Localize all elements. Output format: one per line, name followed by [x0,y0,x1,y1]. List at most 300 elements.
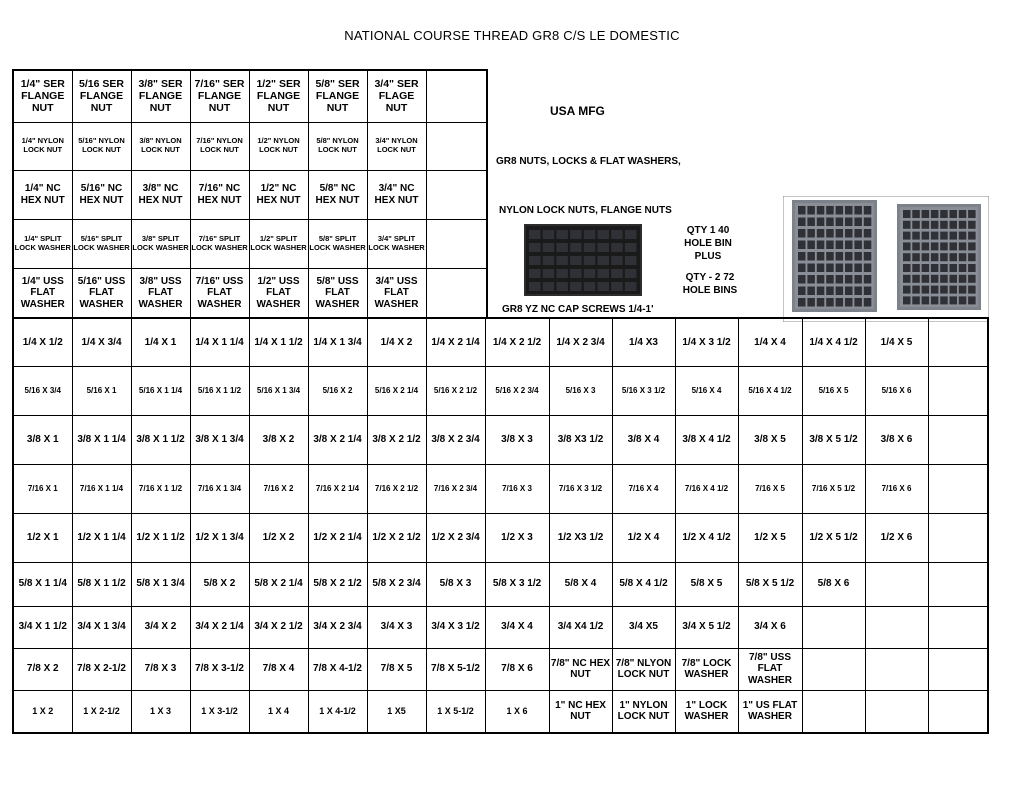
bin-cubby [817,229,825,238]
bin-cubby [864,287,872,296]
bolt-cell: 7/8 X 5-1/2 [426,648,485,690]
nut-cell: 1/4" SER FLANGE NUT [13,70,72,122]
bin-cubby [611,230,623,239]
bolt-cell [928,562,988,606]
bin-cubby [959,242,967,250]
bolt-cell: 5/8 X 6 [802,562,865,606]
nut-cell: 3/8" USS FLAT WASHER [131,268,190,318]
bin-cubby [836,264,844,273]
nut-cell: 5/16" SPLIT LOCK WASHER [72,219,131,268]
bin-cubby [931,232,939,240]
nut-cell: 3/4" NYLON LOCK NUT [367,122,426,170]
bolt-cell: 1/4 X 1 1/4 [190,318,249,366]
bin-cubby [903,232,911,240]
bin-cubby [968,264,976,272]
bin-cubby [854,287,862,296]
bolt-cell: 1/2 X 2 [249,513,308,562]
bolt-cell: 1/2 X 4 1/2 [675,513,738,562]
bolt-cell: 3/8 X 1 [13,415,72,464]
bolt-cell: 5/16 X 1 1/4 [131,366,190,415]
bolt-cell [928,366,988,415]
bolt-cell: 3/4 X4 1/2 [549,606,612,648]
bolt-cell: 1/4 X3 [612,318,675,366]
bin-cubby [807,252,815,261]
bin-cubby [817,298,825,307]
bolt-cell: 1 X5 [367,690,426,733]
bolt-cell: 7/16 X 1 1/2 [131,464,190,513]
bolt-cell [865,690,928,733]
bin-cubby [845,206,853,215]
bin-cubby [864,252,872,261]
bin-cubby [959,232,967,240]
bin-cubby [570,256,582,265]
bin-cubby [556,230,568,239]
bolt-cell: 1 X 6 [485,690,549,733]
bolt-cell: 3/4 X5 [612,606,675,648]
bolt-cell: 3/8 X 4 [612,415,675,464]
bin-cubby [864,275,872,284]
bolt-cell: 5/8 X 2 1/4 [249,562,308,606]
bin-cubby [570,269,582,278]
bolt-cell: 1 X 2-1/2 [72,690,131,733]
nut-cell: 1/4" USS FLAT WASHER [13,268,72,318]
bin-cubby [584,282,596,291]
bin-cubby [584,230,596,239]
bin-cubby [903,210,911,218]
bin-cubby [584,243,596,252]
bolt-cell: 5/8 X 4 [549,562,612,606]
bin-cabinet-image [783,196,989,322]
bin-cubby [598,282,610,291]
bolt-cell [865,606,928,648]
bin-cubby [912,286,920,294]
bin-cubby [826,206,834,215]
bin-cubby [543,243,555,252]
bin-cubby [922,242,930,250]
bolt-cell: 3/8 X 1 3/4 [190,415,249,464]
bolt-cell: 1/2 X 1 1/4 [72,513,131,562]
bolt-cell [865,648,928,690]
bolt-cell: 1/4 X 1 1/2 [249,318,308,366]
bolt-cell: 5/8 X 3 1/2 [485,562,549,606]
bolt-cell [928,690,988,733]
bolt-cell: 1/4 X 2 3/4 [549,318,612,366]
bolt-row [13,648,988,690]
bolt-cell: 5/8 X 2 [190,562,249,606]
bin-cubby [854,252,862,261]
bin-cubby [931,221,939,229]
page-title: NATIONAL COURSE THREAD GR8 C/S LE DOMESTIC [344,28,680,43]
nut-cell: 3/8" SER FLANGE NUT [131,70,190,122]
bin-cubby [598,230,610,239]
bolt-cell: 3/8 X 1 1/4 [72,415,131,464]
bin-cubby [931,242,939,250]
bolt-cell: 7/16 X 5 [738,464,802,513]
bin-cubby [968,210,976,218]
bin-cubby [912,210,920,218]
bin-cubby [826,229,834,238]
bolt-cell: 5/8 X 1 1/4 [13,562,72,606]
bin-cubby [845,252,853,261]
bin-cubby [940,232,948,240]
bin-cubby [826,298,834,307]
bolt-cell: 3/8 X3 1/2 [549,415,612,464]
bolt-cell: 1/2 X 5 [738,513,802,562]
nylon-lock-nuts-label: NYLON LOCK NUTS, FLANGE NUTS [499,205,672,216]
nut-row [13,122,487,170]
nut-cell: 3/4" NC HEX NUT [367,170,426,219]
bolt-row [13,606,988,648]
bin-cubby [807,241,815,250]
bin-cubby [845,275,853,284]
bolt-cell: 3/4 X 1 1/2 [13,606,72,648]
nut-cell: 3/4" USS FLAT WASHER [367,268,426,318]
bin-cubby [836,252,844,261]
bin-cubby [817,241,825,250]
bin-cubby [968,275,976,283]
bolt-cell: 5/8 X 1 3/4 [131,562,190,606]
nut-cell: 5/8" SPLIT LOCK WASHER [308,219,367,268]
nut-cell: 5/16 SER FLANGE NUT [72,70,131,122]
bolt-cell: 7/16 X 3 1/2 [549,464,612,513]
bolt-cell: 5/16 X 4 1/2 [738,366,802,415]
bin-cubby [611,282,623,291]
bin-cubby [611,243,623,252]
bin-cubby [817,206,825,215]
bin-cubby [968,253,976,261]
bolt-cell: 7/16 X 1 3/4 [190,464,249,513]
bolt-cell: 3/4 X 2 [131,606,190,648]
nut-row [13,70,487,122]
bolt-cell: 1/4 X 3 1/2 [675,318,738,366]
bin-cubby [543,269,555,278]
nut-cell: 1/2" SPLIT LOCK WASHER [249,219,308,268]
bolt-cell: 1/2 X 4 [612,513,675,562]
nut-cell: 5/8" NC HEX NUT [308,170,367,219]
bin-cubby [903,253,911,261]
bin-cubby [912,232,920,240]
bolt-cell: 5/16 X 3/4 [13,366,72,415]
bolt-cell: 7/16 X 2 1/4 [308,464,367,513]
bin-cubby [826,241,834,250]
bolt-cell: 7/16 X 2 [249,464,308,513]
nut-cell: 5/8" SER FLANGE NUT [308,70,367,122]
nut-cell [426,268,487,318]
bolt-cell [928,606,988,648]
usa-mfg-label: USA MFG [550,104,605,118]
bolt-cell: 5/8 X 2 3/4 [367,562,426,606]
bin-cubby [922,286,930,294]
bin-cubby [903,296,911,304]
nut-cell: 7/16" SPLIT LOCK WASHER [190,219,249,268]
bin-cubby [854,229,862,238]
bolt-cell: 1/4 X 5 [865,318,928,366]
bin-cubby [570,230,582,239]
bolt-cell [928,513,988,562]
bin-cubby [556,243,568,252]
bolt-cell: 1/4 X 1 3/4 [308,318,367,366]
bolt-cell: 1/2 X 2 1/2 [367,513,426,562]
nut-cell: 1/4" NC HEX NUT [13,170,72,219]
nut-cell: 1/2" NYLON LOCK NUT [249,122,308,170]
bolt-cell: 5/8 X 2 1/2 [308,562,367,606]
nut-cell [426,219,487,268]
bin-cubby [959,296,967,304]
bolt-cell: 3/4 X 2 1/4 [190,606,249,648]
bolt-cell: 7/8" USS FLAT WASHER [738,648,802,690]
nut-cell: 7/16" SER FLANGE NUT [190,70,249,122]
bolt-cell: 1 X 2 [13,690,72,733]
bolt-cell: 1/4 X 4 1/2 [802,318,865,366]
bin-cubby [836,229,844,238]
bin-cubby [826,275,834,284]
bin-cubby [968,242,976,250]
bolt-cell: 5/16 X 2 1/4 [367,366,426,415]
nut-cell: 5/16" NYLON LOCK NUT [72,122,131,170]
bolt-cell: 3/8 X 2 3/4 [426,415,485,464]
nut-row [13,268,487,318]
bolt-row [13,513,988,562]
bin-cubby [798,252,806,261]
bin-cubby [625,256,637,265]
bolt-cell: 1/2 X 1 [13,513,72,562]
bin-cubby [836,218,844,227]
bin-cubby [931,253,939,261]
bin-cubby [845,241,853,250]
nut-cell: 7/16" NYLON LOCK NUT [190,122,249,170]
bin-cubby [854,275,862,284]
bolt-cell: 7/16 X 4 1/2 [675,464,738,513]
bolt-cell: 5/8 X 5 1/2 [738,562,802,606]
bin-cubby [940,264,948,272]
bolt-cell: 5/16 X 2 1/2 [426,366,485,415]
bolt-cell [802,606,865,648]
nut-cell: 3/8" NYLON LOCK NUT [131,122,190,170]
bolt-cell: 1 X 5-1/2 [426,690,485,733]
bolt-cell: 1" NC HEX NUT [549,690,612,733]
bin-cubby [570,243,582,252]
bin-cubby [529,282,541,291]
nut-row [13,170,487,219]
bin-cubby [922,232,930,240]
bolt-cell [802,648,865,690]
bolt-cell: 1/4 X 4 [738,318,802,366]
nut-cell: 5/8" NYLON LOCK NUT [308,122,367,170]
bolt-cell: 5/16 X 1 3/4 [249,366,308,415]
bin-cubby [556,256,568,265]
bolt-cell: 1/2 X 1 3/4 [190,513,249,562]
bolt-cell: 5/8 X 1 1/2 [72,562,131,606]
bolt-cell: 5/16 X 1 1/2 [190,366,249,415]
bolt-cell: 3/8 X 3 [485,415,549,464]
bolt-cell: 1 X 3-1/2 [190,690,249,733]
bolt-cell: 1/2 X 6 [865,513,928,562]
bolt-cell: 3/4 X 2 1/2 [249,606,308,648]
bolt-cell [928,648,988,690]
bolt-cell: 1" LOCK WASHER [675,690,738,733]
nut-cell: 3/4" SER FLAGE NUT [367,70,426,122]
bin-cubby [543,256,555,265]
bolt-cell: 5/16 X 3 [549,366,612,415]
bolt-cell: 7/8" NLYON LOCK NUT [612,648,675,690]
bin-cubby [845,229,853,238]
bolt-cell: 3/8 X 5 [738,415,802,464]
bin-cubby [864,206,872,215]
bin-cubby [854,206,862,215]
bolt-cell: 1/2 X 1 1/2 [131,513,190,562]
bolt-cell: 5/16 X 4 [675,366,738,415]
bin-cubby [940,296,948,304]
bin-cubby [598,269,610,278]
bolt-cell: 3/8 X 2 [249,415,308,464]
bolt-cell: 7/8 X 5 [367,648,426,690]
bin-cubby [854,298,862,307]
qty-2-label: QTY - 2 72 HOLE BINS [682,272,738,296]
bolt-cell: 1/2 X 2 1/4 [308,513,367,562]
bin-cubby [817,252,825,261]
bin-cubby [625,282,637,291]
bin-cubby [556,269,568,278]
nut-cell: 7/16" USS FLAT WASHER [190,268,249,318]
bin-cubby [968,286,976,294]
bin-cubby [864,298,872,307]
nut-cell [426,122,487,170]
bin-cubby [903,275,911,283]
bin-cubby [529,230,541,239]
bin-cubby [968,296,976,304]
bolt-row [13,464,988,513]
bin-cubby [529,256,541,265]
nut-cell: 3/8" SPLIT LOCK WASHER [131,219,190,268]
bin-cubby [903,264,911,272]
bin-cubby [912,242,920,250]
bin-cubby [836,206,844,215]
nut-cell [426,170,487,219]
bolt-cell: 7/16 X 2 3/4 [426,464,485,513]
bin-cubby [826,218,834,227]
bin-cubby [798,275,806,284]
bin-cubby [807,229,815,238]
bolt-cell: 1 X 4 [249,690,308,733]
bin-cubby [950,210,958,218]
bin-cubby [625,230,637,239]
bolt-cell: 7/8 X 2-1/2 [72,648,131,690]
bin-cubby [598,243,610,252]
bin-cubby [959,275,967,283]
bin-cubby [798,287,806,296]
bolt-cell: 5/16 X 1 [72,366,131,415]
bolt-cell: 5/8 X 5 [675,562,738,606]
nut-cell: 1/4" SPLIT LOCK WASHER [13,219,72,268]
bin-cubby [931,210,939,218]
bolt-cell: 7/8 X 4 [249,648,308,690]
nut-cell: 1/2" USS FLAT WASHER [249,268,308,318]
bolt-cell: 7/8" LOCK WASHER [675,648,738,690]
bolt-cell: 1/2 X 2 3/4 [426,513,485,562]
bin-cubby [959,210,967,218]
bolt-cell: 1/4 X 2 1/4 [426,318,485,366]
bin-cubby [940,221,948,229]
bin-cubby [826,252,834,261]
bin-cubby [931,296,939,304]
bin-cubby [845,264,853,273]
bin-cubby [950,232,958,240]
bin-cubby [922,275,930,283]
bolt-cell: 5/16 X 2 [308,366,367,415]
bin-cubby [864,229,872,238]
bin-cubby [959,264,967,272]
bin-cubby [543,282,555,291]
bin-cubby [968,232,976,240]
bin-cubby [817,287,825,296]
nut-cell: 1/2" NC HEX NUT [249,170,308,219]
bolt-cell [928,318,988,366]
bolt-cell: 3/4 X 3 [367,606,426,648]
bolt-cell: 1/4 X 1/2 [13,318,72,366]
bolt-cell: 7/8 X 4-1/2 [308,648,367,690]
bolt-cell: 5/8 X 4 1/2 [612,562,675,606]
bin-cubby [817,275,825,284]
bin-cubby [922,296,930,304]
nut-cell: 5/16" NC HEX NUT [72,170,131,219]
bin-cubby [836,287,844,296]
bin-cubby [854,241,862,250]
bolt-cell: 3/8 X 5 1/2 [802,415,865,464]
bolt-cell: 7/16 X 1 1/4 [72,464,131,513]
bolt-cell: 3/4 X 5 1/2 [675,606,738,648]
bolt-cell: 1/4 X 3/4 [72,318,131,366]
bin-cubby [826,264,834,273]
nut-cell: 5/16" USS FLAT WASHER [72,268,131,318]
bin-cubby [798,218,806,227]
bin-cubby [807,298,815,307]
nut-cell: 1/2" SER FLANGE NUT [249,70,308,122]
bin-cubby [950,275,958,283]
bin-cubby [584,269,596,278]
bin-cubby [611,256,623,265]
bin-cubby [940,275,948,283]
qty-1-label: QTY 1 40 HOLE BIN PLUS [684,225,732,262]
nut-cell: 5/8" USS FLAT WASHER [308,268,367,318]
bin-cubby [845,298,853,307]
bolt-cell: 1/2 X 5 1/2 [802,513,865,562]
bin-cubby [854,264,862,273]
bin-cubby [864,241,872,250]
bin-cubby [922,210,930,218]
bin-cubby [912,221,920,229]
bin-cubby [950,264,958,272]
bolt-cell: 7/8" NC HEX NUT [549,648,612,690]
bin-cubby [798,264,806,273]
nut-washer-grid [12,69,488,319]
bolt-cell: 1" NYLON LOCK NUT [612,690,675,733]
small-bin-image [524,224,642,296]
bolt-cell: 7/8 X 6 [485,648,549,690]
bolt-cell: 3/8 X 2 1/2 [367,415,426,464]
bolt-cell: 3/4 X 3 1/2 [426,606,485,648]
bolt-row [13,318,988,366]
bin-cubby [950,242,958,250]
bin-cubby [903,221,911,229]
bin-cubby [864,218,872,227]
bolt-cell: 3/4 X 2 3/4 [308,606,367,648]
bin-cubby [950,296,958,304]
bin-cubby [611,269,623,278]
bin-cubby [940,210,948,218]
bolt-row [13,415,988,464]
bin-cubby [836,275,844,284]
nut-cell: 1/4" NYLON LOCK NUT [13,122,72,170]
